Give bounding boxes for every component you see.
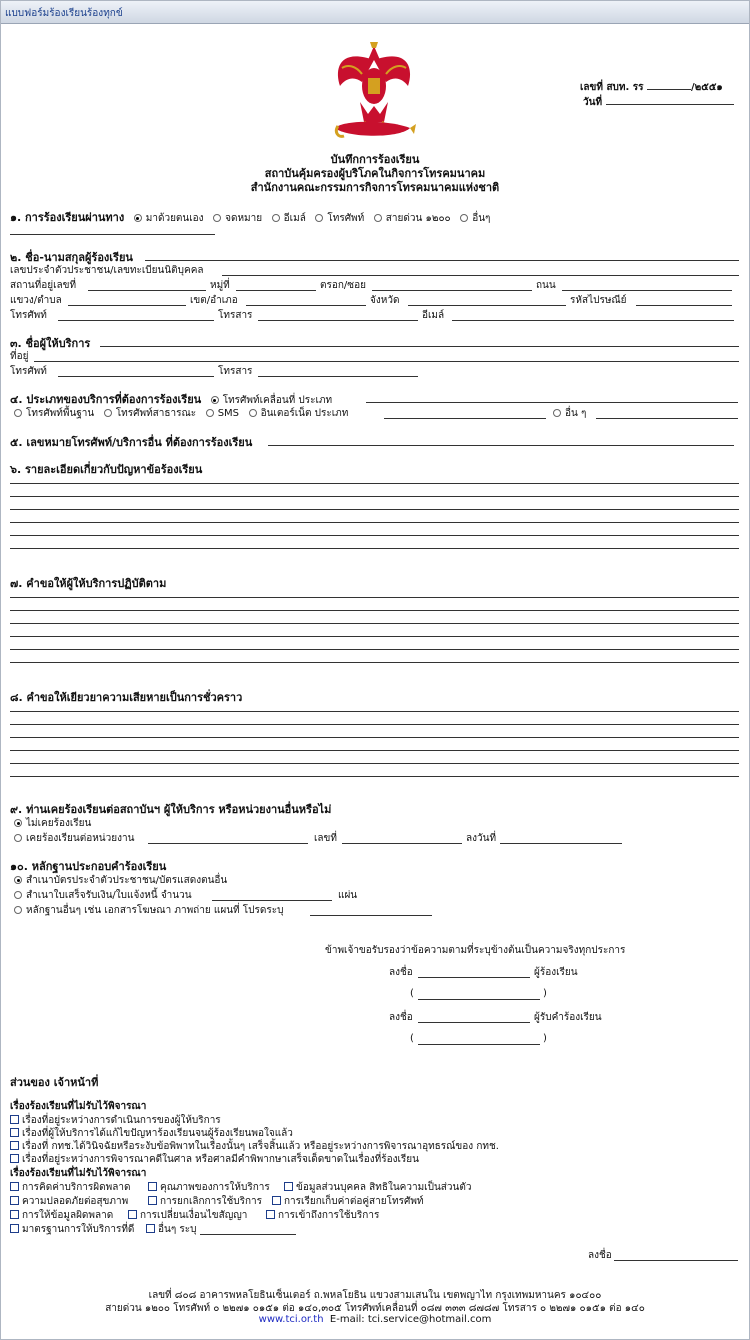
province-label: จังหวัด — [370, 295, 400, 306]
id-number-label: เลขประจำตัวประชาชน/เลขทะเบียนนิติบุคคล — [10, 265, 204, 276]
evidence-option-receipt[interactable]: สำเนาใบเสร็จรับเงิน/ใบแจ้งหนี้ จำนวน — [14, 888, 192, 903]
remedy-line[interactable] — [10, 750, 739, 751]
service-option-fixed[interactable]: โทรศัพท์พื้นฐาน — [14, 408, 94, 419]
checkbox-icon[interactable] — [10, 1182, 19, 1191]
category-item[interactable]: มาตรฐานการให้บริการที่ดี — [10, 1222, 134, 1237]
service-option-sms[interactable]: SMS — [206, 408, 239, 419]
radio-icon[interactable] — [249, 409, 257, 417]
officer-sign-field[interactable] — [614, 1260, 738, 1261]
section-7-label: ๗. คำขอให้ผู้ให้บริการปฏิบัติตาม — [10, 577, 167, 590]
footer-links — [0, 1314, 750, 1325]
section-9-label: ๙. ท่านเคยร้องเรียนต่อสถาบันฯ ผู้ให้บริการ หรือหน่วยงานอื่นหรือไม่ — [10, 803, 332, 816]
sheets-label: แผ่น — [338, 890, 358, 901]
section-6-label: ๖. รายละเอียดเกี่ยวกับปัญหาข้อร้องเรียน — [10, 463, 203, 476]
website-link[interactable]: www.tci.or.th — [258, 1314, 324, 1325]
remedy-line[interactable] — [10, 724, 739, 725]
provider-fax-field[interactable] — [258, 376, 418, 377]
complainant-sign-label: ลงชื่อ — [389, 967, 413, 978]
province-field[interactable] — [408, 305, 566, 306]
channel-option-other[interactable]: อื่นๆ — [460, 213, 490, 224]
remedy-line[interactable] — [10, 763, 739, 764]
evidence-other-field[interactable] — [310, 915, 432, 916]
section-2-label: ๒. ชื่อ-นามสกุลผู้ร้องเรียน — [10, 251, 133, 264]
checkbox-icon[interactable] — [10, 1224, 19, 1233]
address-no-field[interactable] — [88, 290, 206, 291]
provider-address-field[interactable] — [34, 361, 739, 362]
channel-option-hotline[interactable]: สายด่วน ๑๒๐๐ — [374, 213, 451, 224]
reject-item[interactable]: เรื่องที่อยู่ระหว่างการพิจารณาคดีในศาล หรือศาลมีคำพิพากษาเสร็จเด็ดขาดในเรื่องที่ร้องเรียน — [10, 1152, 419, 1167]
receiver-name-print-field[interactable] — [418, 1044, 540, 1045]
checkbox-icon[interactable] — [10, 1115, 19, 1124]
phone-label: โทรศัพท์ — [10, 310, 47, 321]
category-item[interactable]: การเข้าถึงการใช้บริการ — [266, 1208, 379, 1223]
service-option-internet[interactable]: อินเตอร์เน็ต ประเภท — [249, 408, 349, 419]
section-4-label: ๔. ประเภทของบริการที่ต้องการร้องเรียน — [10, 393, 202, 406]
prior-no-label: เลขที่ — [314, 833, 337, 844]
request-line[interactable] — [10, 636, 739, 637]
remedy-line[interactable] — [10, 737, 739, 738]
checkbox-icon[interactable] — [146, 1224, 155, 1233]
receiver-sign-field[interactable] — [418, 1022, 530, 1023]
checkbox-icon[interactable] — [10, 1210, 19, 1219]
reject-item[interactable]: เรื่องที่ กทช.ได้วินิจฉัยหรือระงับข้อพิพาทในเรื่องนั้นๆ เสร็จสิ้นแล้ว หรืออยู่ระหว่างการพิจารณาอุทธรณ์ของ กทช. — [10, 1139, 499, 1154]
checkbox-icon[interactable] — [148, 1196, 157, 1205]
fax-label: โทรสาร — [218, 310, 253, 321]
radio-icon[interactable] — [14, 834, 22, 842]
complainant-paren-open: ( — [410, 988, 414, 999]
email-field[interactable] — [452, 320, 734, 321]
details-line[interactable] — [10, 522, 739, 523]
email-label: อีเมล์ — [422, 310, 445, 321]
number-field[interactable] — [268, 445, 734, 446]
request-line[interactable] — [10, 597, 739, 598]
receiver-paren-open: ( — [410, 1033, 414, 1044]
service-option-public[interactable]: โทรศัพท์สาธารณะ — [104, 408, 196, 419]
reject-item[interactable]: เรื่องที่ผู้ให้บริการได้แก้ไขปัญหาร้องเรียนจนผู้ร้องเรียนพอใจแล้ว — [10, 1126, 293, 1141]
road-label: ถนน — [536, 280, 556, 291]
section-8-label: ๘. คำขอให้เยียวยาความเสียหายเป็นการชั่วคราว — [10, 691, 243, 704]
doc-number-suffix: /๒๕๕๑ — [691, 82, 723, 93]
tambon-field[interactable] — [68, 305, 186, 306]
title-line-3: สำนักงานคณะกรรมการกิจการโทรคมนาคมแห่งชาติ — [250, 181, 500, 194]
page-title — [200, 153, 550, 195]
prior-agency-field[interactable] — [148, 843, 308, 844]
checkbox-icon[interactable] — [128, 1210, 137, 1219]
garuda-emblem-icon — [330, 38, 418, 146]
window-titlebar — [1, 1, 749, 24]
radio-icon[interactable] — [134, 214, 142, 222]
phone-field[interactable] — [58, 320, 214, 321]
radio-icon[interactable] — [14, 906, 22, 914]
checkbox-icon[interactable] — [10, 1128, 19, 1137]
soi-label: ตรอก/ซอย — [320, 280, 366, 291]
window-title: แบบฟอร์มร้องเรียนร้องทุกข์ — [5, 8, 123, 19]
category-item[interactable]: คุณภาพของการให้บริการ — [148, 1180, 270, 1195]
category-item[interactable]: การคิดค่าบริการผิดพลาด — [10, 1180, 130, 1195]
details-line[interactable] — [10, 535, 739, 536]
certify-statement: ข้าพเจ้าขอรับรองว่าข้อความตามที่ระบุข้างต้นเป็นความจริงทุกประการ — [325, 945, 626, 956]
radio-icon[interactable] — [104, 409, 112, 417]
request-line[interactable] — [10, 623, 739, 624]
doc-date-label: วันที่ — [583, 97, 603, 108]
receipt-count-field[interactable] — [212, 900, 332, 901]
checkbox-icon[interactable] — [10, 1141, 19, 1150]
details-line[interactable] — [10, 509, 739, 510]
complainant-paren-close: ) — [543, 988, 547, 999]
radio-icon[interactable] — [14, 876, 22, 884]
section-3-label: ๓. ชื่อผู้ให้บริการ — [10, 337, 91, 350]
amphoe-label: เขต/อำเภอ — [190, 295, 238, 306]
channel-option-mail[interactable]: จดหมาย — [213, 213, 262, 224]
request-line[interactable] — [10, 649, 739, 650]
category-item[interactable]: ข้อมูลส่วนบุคคล สิทธิในความเป็นส่วนตัว — [284, 1180, 471, 1195]
footer-contacts: สายด่วน ๑๒๐๐ โทรศัพท์ ๐ ๒๒๗๑ ๐๑๕๑ ต่อ ๑๔๐,๓๐๕ โทรศัพท์เคลื่อนที่ ๐๘๗ ๓๓๓ ๘๗๘๗ โทรสาร ๐ ๒๒๗๑ ๐๑๕๑ ต่อ ๑๔๐ — [105, 1303, 645, 1314]
checkbox-icon[interactable] — [272, 1196, 281, 1205]
service-other-field[interactable] — [596, 418, 738, 419]
remedy-line[interactable] — [10, 711, 739, 712]
section-5-label: ๕. เลขหมายโทรศัพท์/บริการอื่น ที่ต้องการร้องเรียน — [10, 436, 253, 449]
title-line-2: สถาบันคุ้มครองผู้บริโภคในกิจการโทรคมนาคม — [264, 167, 486, 180]
postcode-label: รหัสไปรษณีย์ — [570, 295, 627, 306]
radio-icon[interactable] — [315, 214, 323, 222]
category-item[interactable]: อื่นๆ ระบุ — [146, 1222, 196, 1237]
radio-icon[interactable] — [14, 409, 22, 417]
provider-name-field[interactable] — [100, 346, 739, 347]
category-item[interactable]: การให้ข้อมูลผิดพลาด — [10, 1208, 113, 1223]
soi-field[interactable] — [372, 290, 532, 291]
checkbox-icon[interactable] — [266, 1210, 275, 1219]
postcode-field[interactable] — [636, 305, 732, 306]
radio-icon[interactable] — [374, 214, 382, 222]
internet-type-field[interactable] — [384, 418, 546, 419]
footer-address: เลขที่ ๘๐๘ อาคารพหลโยธินเซ็นเตอร์ ถ.พหลโยธิน แขวงสามเสนใน เขตพญาไท กรุงเทพมหานคร ๑๐๔๐๐ — [148, 1290, 602, 1301]
radio-icon[interactable] — [213, 214, 221, 222]
request-line[interactable] — [10, 610, 739, 611]
evidence-option-id[interactable]: สำเนาบัตรประจำตัวประชาชน/บัตรแสดงตนอื่น — [14, 873, 227, 888]
complainant-name-print-field[interactable] — [418, 999, 540, 1000]
complainant-role: ผู้ร้องเรียน — [534, 967, 578, 978]
address-no-label: สถานที่อยู่เลขที่ — [10, 280, 77, 291]
radio-icon[interactable] — [211, 396, 219, 404]
doc-number-label: เลขที่ สบท. รร — [580, 82, 644, 93]
prior-option-never[interactable]: ไม่เคยร้องเรียน — [14, 816, 91, 831]
road-field[interactable] — [562, 290, 732, 291]
title-line-1: บันทึกการร้องเรียน — [330, 153, 420, 166]
checkbox-icon[interactable] — [284, 1182, 293, 1191]
receiver-paren-close: ) — [543, 1033, 547, 1044]
request-line[interactable] — [10, 662, 739, 663]
radio-icon[interactable] — [460, 214, 468, 222]
doc-date — [583, 95, 734, 110]
details-line[interactable] — [10, 548, 739, 549]
officer-sign-label: ลงชื่อ — [588, 1250, 612, 1261]
moo-label: หมู่ที่ — [210, 280, 230, 291]
complainant-sign-field[interactable] — [418, 977, 530, 978]
provider-fax-label: โทรสาร — [218, 366, 253, 377]
radio-icon[interactable] — [272, 214, 280, 222]
category-item[interactable]: การเปลี่ยนเงื่อนไขสัญญา — [128, 1208, 247, 1223]
reject-title: เรื่องร้องเรียนที่ไม่รับไว้พิจารณา — [10, 1101, 147, 1112]
mobile-type-field[interactable] — [366, 402, 738, 403]
category-item[interactable]: ความปลอดภัยต่อสุขภาพ — [10, 1194, 128, 1209]
prior-date-label: ลงวันที่ — [466, 833, 497, 844]
service-option-mobile[interactable]: โทรศัพท์เคลื่อนที่ ประเภท — [211, 395, 332, 406]
provider-phone-field[interactable] — [58, 376, 214, 377]
details-line[interactable] — [10, 483, 739, 484]
moo-field[interactable] — [236, 290, 316, 291]
doc-number — [580, 80, 723, 95]
reject-item[interactable]: เรื่องที่อยู่ระหว่างการดำเนินการของผู้ให้บริการ — [10, 1113, 221, 1128]
id-number-field[interactable] — [222, 275, 739, 276]
channel-option-phone[interactable]: โทรศัพท์ — [315, 213, 364, 224]
service-option-other[interactable]: อื่น ๆ — [553, 406, 586, 421]
category-other-field[interactable] — [200, 1234, 296, 1235]
amphoe-field[interactable] — [246, 305, 366, 306]
channel-option-walkin[interactable]: มาด้วยตนเอง — [134, 213, 204, 224]
category-item[interactable]: การยกเลิกการใช้บริการ — [148, 1194, 262, 1209]
radio-icon[interactable] — [14, 891, 22, 899]
footer-email: E-mail: tci.service@hotmail.com — [329, 1314, 492, 1325]
evidence-option-other[interactable]: หลักฐานอื่นๆ เช่น เอกสารโฆษณา ภาพถ่าย แผนที่ โปรดระบุ — [14, 903, 283, 918]
prior-option-agency[interactable]: เคยร้องเรียนต่อหน่วยงาน — [14, 831, 134, 846]
checkbox-icon[interactable] — [10, 1154, 19, 1163]
section-4-options — [14, 406, 348, 421]
fax-field[interactable] — [258, 320, 418, 321]
doc-date-field[interactable] — [606, 104, 734, 105]
remedy-line[interactable] — [10, 776, 739, 777]
provider-phone-label: โทรศัพท์ — [10, 366, 47, 377]
section-10-label: ๑๐. หลักฐานประกอบคำร้องเรียน — [10, 860, 167, 873]
checkbox-icon[interactable] — [148, 1182, 157, 1191]
details-line[interactable] — [10, 496, 739, 497]
radio-icon[interactable] — [14, 819, 22, 827]
prior-no-field[interactable] — [342, 843, 462, 844]
checkbox-icon[interactable] — [10, 1196, 19, 1205]
doc-number-field[interactable] — [647, 89, 691, 90]
channel-option-email[interactable]: อีเมล์ — [272, 213, 306, 224]
receiver-sign-label: ลงชื่อ — [389, 1012, 413, 1023]
section-1 — [10, 208, 490, 226]
prior-date-field[interactable] — [500, 843, 622, 844]
tambon-label: แขวง/ตำบล — [10, 295, 62, 306]
section-1-label: ๑. การร้องเรียนผ่านทาง — [10, 211, 125, 224]
provider-address-label: ที่อยู่ — [10, 351, 29, 362]
radio-icon[interactable] — [206, 409, 214, 417]
radio-icon[interactable] — [553, 409, 561, 417]
channel-other-field[interactable] — [10, 234, 215, 235]
category-item[interactable]: การเรียกเก็บค่าต่อคู่สายโทรศัพท์ — [272, 1194, 424, 1209]
receiver-role: ผู้รับคำร้องเรียน — [534, 1012, 602, 1023]
complainant-name-field[interactable] — [145, 260, 739, 261]
officer-section-title: ส่วนของ เจ้าหน้าที่ — [10, 1076, 99, 1089]
accept-title: เรื่องร้องเรียนที่ไม่รับไว้พิจารณา — [10, 1168, 147, 1179]
